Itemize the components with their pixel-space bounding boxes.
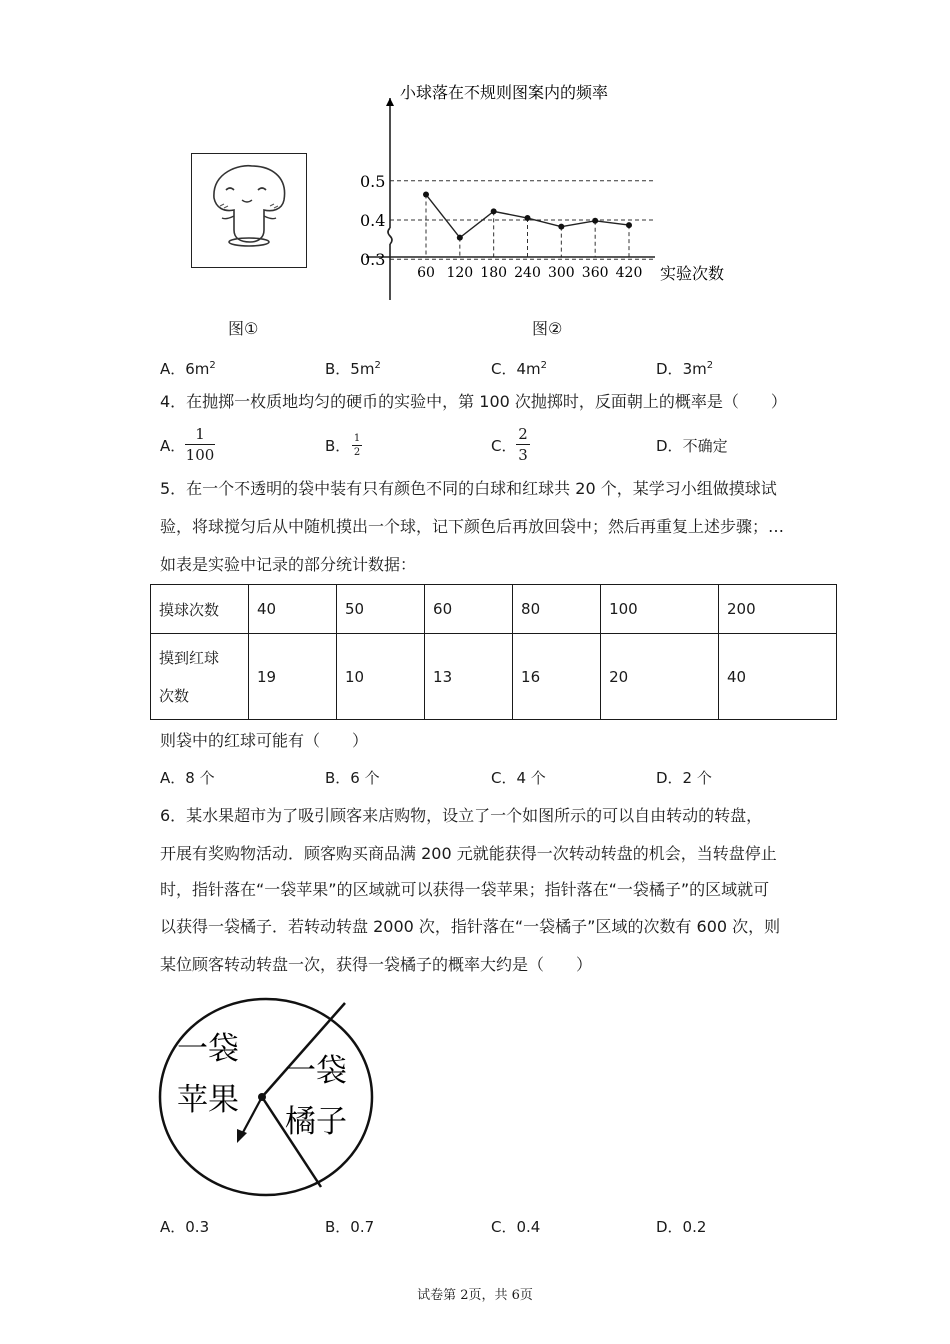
q6-option-c[interactable]: C．0.4 (491, 1218, 541, 1236)
x-tick-label: 420 (615, 265, 643, 281)
option-letter: D． (656, 360, 683, 378)
q6-stem-line-3: 时，指针落在“一袋苹果”的区域就可以获得一袋苹果；指针落在“一袋橘子”的区域就可 (160, 880, 770, 899)
stats-table (150, 584, 837, 720)
data-point (558, 224, 564, 230)
x-tick-label: 240 (514, 265, 541, 281)
fraction-numerator: 1 (353, 433, 361, 444)
q6-option-d[interactable]: D．0.2 (656, 1218, 707, 1236)
fraction-denominator: 2 (353, 447, 361, 458)
option-value: 4m (516, 360, 541, 378)
chart-title: 小球落在不规则图案内的频率 (400, 83, 609, 102)
table-cell: 40 (249, 585, 337, 634)
q3-option-d[interactable] (656, 356, 713, 379)
chart-x-axis-label: 实验次数 (660, 264, 725, 283)
q5-question-tail: 则袋中的红球可能有（ ） (160, 731, 369, 750)
q4-option-a-letter[interactable]: A． (160, 437, 186, 455)
header-line: 摸到红球 (159, 648, 220, 667)
table-cell: 200 (719, 585, 837, 634)
fraction-numerator: 1 (185, 424, 215, 445)
y-axis-arrow-icon (386, 98, 394, 106)
q4-option-c-fraction[interactable] (516, 424, 530, 465)
table-row (151, 585, 837, 634)
q6-stem-line-4: 以获得一袋橘子．若转动转盘 2000 次，指针落在“一袋橘子”区域的次数有 600 次，则 (160, 917, 781, 936)
table-cell: 16 (513, 634, 601, 720)
x-tick-label: 180 (480, 265, 508, 281)
table-cell: 80 (513, 585, 601, 634)
table-cell: 13 (425, 634, 513, 720)
x-tick-label: 120 (446, 265, 474, 281)
q4-option-b-letter[interactable]: B． (325, 437, 351, 455)
data-point (525, 215, 531, 221)
y-tick-label: 0.3 (360, 250, 386, 270)
option-letter: B． (325, 360, 351, 378)
table-cell: 60 (425, 585, 513, 634)
frequency-line-chart (330, 70, 750, 310)
table-cell: 10 (337, 634, 425, 720)
header-line: 次数 (159, 686, 190, 705)
q6-option-b[interactable]: B．0.7 (325, 1218, 375, 1236)
option-value: 6m (185, 360, 210, 378)
data-point (491, 208, 497, 214)
q3-option-b[interactable] (325, 356, 381, 379)
q6-stem-line-2: 开展有奖购物活动．顾客购买商品满 200 元就能获得一次转动转盘的机会，当转盘停止 (160, 844, 777, 863)
page-footer: 试卷第 2页，共 6页 (417, 1288, 533, 1303)
pointer-arrowhead-icon (237, 1129, 247, 1143)
orange-label-line-1: 一袋 (285, 1053, 347, 1089)
x-tick-label: 60 (417, 265, 435, 281)
q6-option-a[interactable]: A．0.3 (160, 1218, 210, 1236)
y-tick-label: 0.4 (360, 211, 386, 230)
apple-label-line-2: 苹果 (177, 1082, 239, 1118)
q5-stem-line-3: 如表是实验中记录的部分统计数据： (160, 555, 417, 574)
q3-option-a[interactable] (160, 356, 216, 379)
option-letter: C． (491, 360, 517, 378)
fraction-numerator: 2 (516, 424, 530, 445)
x-tick-label: 300 (547, 265, 575, 281)
q5-option-d[interactable]: D．2 个 (656, 769, 712, 787)
q5-stem-line-1: 5．在一个不透明的袋中装有只有颜色不同的白球和红球共 20 个，某学习小组做摸球试 (160, 479, 777, 498)
q6-stem-line-5: 某位顾客转动转盘一次，获得一袋橘子的概率大约是（ ） (160, 955, 593, 974)
apple-label-line-1: 一袋 (177, 1031, 239, 1067)
fraction-denominator: 3 (518, 446, 528, 464)
data-point (423, 192, 429, 198)
option-exponent: 2 (540, 360, 548, 371)
q5-option-b[interactable]: B．6 个 (325, 769, 380, 787)
pointer-icon (241, 1097, 262, 1136)
q4-stem: 4．在抛掷一枚质地均匀的硬币的实验中，第 100 次抛掷时，反面朝上的概率是（ ） (160, 392, 787, 411)
option-exponent: 2 (374, 360, 381, 371)
mushroom-character-icon (192, 154, 306, 267)
q5-stem-line-2: 验，将球搅匀后从中随机摸出一个球，记下颜色后再放回袋中；然后再重复上述步骤；… (160, 517, 785, 536)
q4-option-b-fraction[interactable] (352, 432, 362, 459)
table-cell: 19 (249, 634, 337, 720)
table-cell: 20 (601, 634, 719, 720)
y-axis-break-icon (388, 228, 392, 244)
data-point (626, 222, 632, 228)
table-header-cell (151, 634, 249, 720)
figure-1-box (191, 153, 307, 268)
q4-option-c-letter[interactable]: C． (491, 437, 517, 455)
orange-label-line-2: 橘子 (285, 1104, 347, 1140)
option-letter: A． (160, 360, 186, 378)
figure-1-caption: 图① (228, 319, 259, 338)
option-exponent: 2 (209, 360, 216, 371)
table-cell: 100 (601, 585, 719, 634)
table-cell: 40 (719, 634, 837, 720)
q5-option-c[interactable]: C．4 个 (491, 769, 546, 787)
option-value: 5m (350, 360, 375, 378)
q3-option-c[interactable] (491, 356, 547, 379)
table-cell: 50 (337, 585, 425, 634)
option-exponent: 2 (706, 360, 714, 371)
q4-option-a-fraction[interactable] (185, 424, 215, 465)
fraction-denominator: 100 (185, 446, 215, 464)
q4-option-d[interactable] (656, 436, 728, 456)
y-tick-label: 0.5 (360, 171, 386, 191)
q5-option-a[interactable]: A．8 个 (160, 769, 215, 787)
option-value: 3m (682, 360, 707, 378)
option-value: 不确定 (682, 437, 728, 455)
table-header-cell: 摸球次数 (151, 585, 249, 634)
table-row (151, 634, 837, 720)
option-letter: D． (656, 437, 683, 455)
spinner-wheel (155, 993, 380, 1205)
q6-stem-line-1: 6．某水果超市为了吸引顾客来店购物，设立了一个如图所示的可以自由转动的转盘， (160, 806, 763, 825)
data-point (457, 235, 463, 241)
x-tick-label: 360 (581, 265, 609, 281)
data-point (592, 218, 598, 224)
figure-2-caption: 图② (532, 319, 563, 338)
